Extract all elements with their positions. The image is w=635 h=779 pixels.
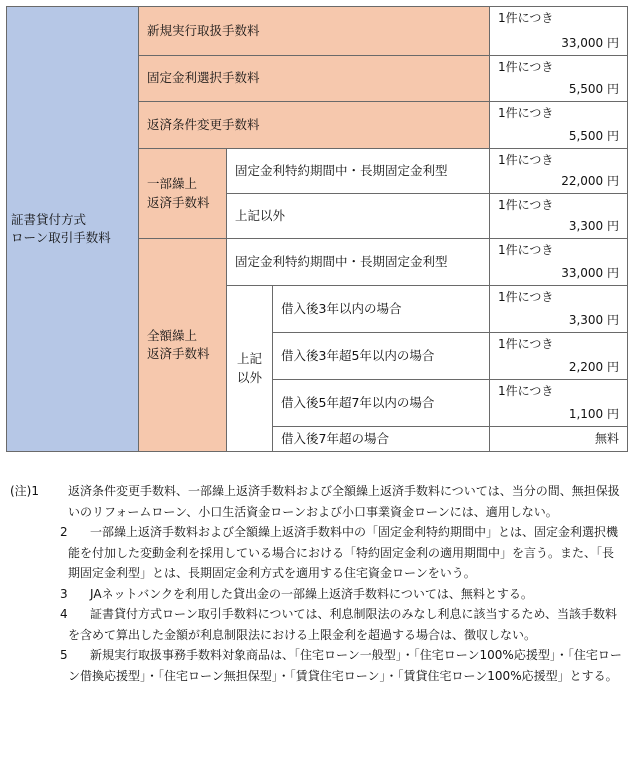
- note-text: 証書貸付方式ローン取引手数料については、利息制限法のみなし利息に該当するため、当該手数料を含めて算出した金額が利息制限法における上限金利を超過する場合は、徴収しない。: [68, 607, 618, 642]
- row-change-terms-label: 返済条件変更手数料: [138, 101, 490, 149]
- full-sub-fee-3: [489, 379, 628, 427]
- full-sub-fee-4: [489, 426, 628, 452]
- partial-prepay-label: 一部繰上 返済手数料: [138, 148, 227, 239]
- full-sub-fee-2: [489, 332, 628, 380]
- fee-unit: 1件につき: [498, 11, 554, 25]
- fee-amount: 5,500 円: [568, 128, 619, 143]
- fee-unit: 1件につき: [498, 384, 554, 398]
- row-fixed-rate-label: 固定金利選択手数料: [138, 55, 490, 102]
- fee-unit: 1件につき: [498, 106, 554, 120]
- partial-special-label: 固定金利特約期間中・長期固定金利型: [226, 148, 490, 194]
- note-label: 5: [60, 648, 68, 662]
- full-sub-label-3: 借入後5年超7年以内の場合: [272, 379, 490, 427]
- note-4: [10, 604, 625, 645]
- fee-amount: 33,000 円: [561, 265, 619, 280]
- partial-other-fee: [489, 193, 628, 239]
- full-sub-label-1: 借入後3年以内の場合: [272, 285, 490, 333]
- fee-amount: 5,500 円: [568, 81, 619, 96]
- note-label: 2: [60, 525, 68, 539]
- note-label: (注)1: [10, 484, 39, 498]
- partial-special-fee: [489, 148, 628, 194]
- fee-unit: 1件につき: [498, 337, 554, 351]
- note-3: [10, 584, 625, 605]
- notes-section: [10, 481, 625, 686]
- fee-amount: 33,000 円: [561, 35, 619, 50]
- note-text: 返済条件変更手数料、一部繰上返済手数料および全額繰上返済手数料については、当分の間、無担保扱いのリフォームローン、小口生活資金ローンおよび小口事業資金ローンには、適用しない。: [68, 484, 620, 519]
- fee-unit: 1件につき: [498, 198, 554, 212]
- full-sub-label-4: 借入後7年超の場合: [272, 426, 490, 452]
- row-new-exec-fee: [489, 6, 628, 56]
- note-label: 3: [60, 586, 68, 601]
- fee-unit: 1件につき: [498, 290, 554, 304]
- fee-amount: 1,100 円: [568, 406, 619, 421]
- row-change-terms-fee: [489, 101, 628, 149]
- fee-amount: 3,300 円: [568, 218, 619, 233]
- fee-amount: 3,300 円: [568, 312, 619, 327]
- fee-amount: 22,000 円: [561, 173, 619, 188]
- full-special-label: 固定金利特約期間中・長期固定金利型: [226, 238, 490, 286]
- note-text: 一部繰上返済手数料および全額繰上返済手数料中の「固定金利特約期間中」とは、固定金利選択機能を付加した変動金利を採用している場合における「特約固定金利の適用期間中」を言う。また、「長期固定金利型」とは、長期固定金利方式を適用する住宅資金ローンをいう。: [68, 525, 619, 580]
- full-sub-label-2: 借入後3年超5年以内の場合: [272, 332, 490, 380]
- note-text: JAネットバンクを利用した貸出金の一部繰上返済手数料については、無料とする。: [90, 586, 533, 601]
- full-sub-fee-1: [489, 285, 628, 333]
- note-2: [10, 522, 625, 584]
- category-cell: [6, 6, 139, 452]
- partial-other-label: 上記以外: [226, 193, 490, 239]
- fee-amount: 無料: [594, 431, 619, 446]
- note-text: 新規実行取扱事務手数料対象商品は、「住宅ローン一般型」・「住宅ローン100%応援型」・「住宅ローン借換応援型」・「住宅ローン無担保型」・「賃貸住宅ローン」・「賃貸住宅ローン100%応援型」とする。: [68, 648, 622, 683]
- note-1: [10, 481, 625, 522]
- row-new-exec-label: 新規実行取扱手数料: [138, 6, 490, 56]
- note-label: 4: [60, 607, 68, 621]
- row-fixed-rate-fee: [489, 55, 628, 102]
- full-other-label: 上記 以外: [226, 285, 273, 452]
- fee-unit: 1件につき: [498, 153, 554, 167]
- full-special-fee: [489, 238, 628, 286]
- fee-unit: 1件につき: [498, 243, 554, 257]
- note-5: [10, 645, 625, 686]
- fee-amount: 2,200 円: [568, 359, 619, 374]
- category-label: 証書貸付方式 ローン取引手数料: [11, 211, 111, 245]
- full-prepay-label: 全額繰上 返済手数料: [138, 238, 227, 452]
- fee-unit: 1件につき: [498, 60, 554, 74]
